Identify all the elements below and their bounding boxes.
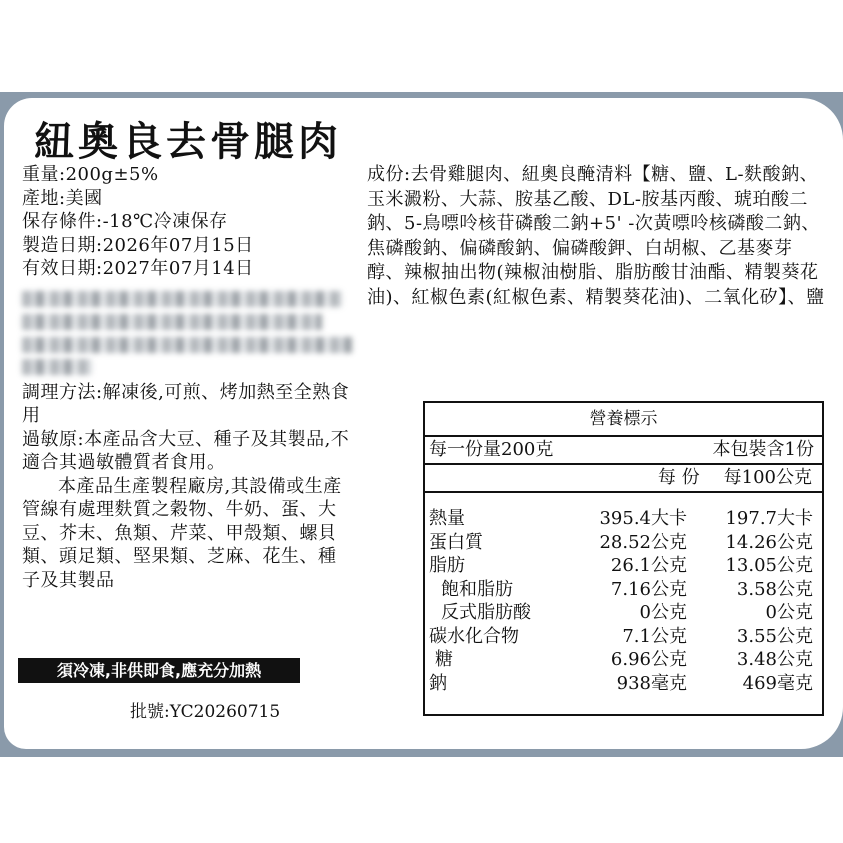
redacted-row — [22, 337, 352, 353]
origin-line: 產地:美國 — [22, 187, 103, 209]
factory-allergen-note: 本產品生產製程廠房,其設備或生產管線有處理麩質之穀物、牛奶、蛋、大豆、芥末、魚類、芹菜、甲殼類、螺貝類、頭足類、堅果類、芝麻、花生、種子及其製品 — [22, 475, 342, 591]
nutrient-per-100g: 14.26公克 — [725, 531, 813, 553]
nutrient-per-100g: 197.7大卡 — [725, 508, 813, 529]
nutrient-per-serving: 26.1公克 — [610, 555, 687, 576]
nutrient-row — [425, 507, 822, 531]
nutrient-label: 反式脂肪酸 — [441, 602, 531, 623]
product-title: 紐奧良去骨腿肉 — [34, 118, 342, 165]
weight-line: 重量:200g±5% — [22, 164, 159, 185]
nutrition-rows — [425, 493, 822, 695]
nutrient-label: 脂肪 — [429, 555, 465, 576]
redacted-row — [22, 359, 92, 375]
nutrient-per-100g: 13.05公克 — [725, 555, 813, 576]
nutrient-per-100g: 3.55公克 — [736, 625, 813, 647]
nutrient-per-100g: 0公克 — [765, 602, 813, 623]
product-info-column — [22, 163, 352, 592]
batch-number: 批號:YC20260715 — [130, 702, 281, 722]
nutrient-row — [425, 648, 822, 672]
nutrient-label: 飽和脂肪 — [441, 578, 513, 600]
storage-line: 保存條件:-18℃冷凍保存 — [22, 211, 228, 232]
column-header-row — [425, 465, 822, 493]
nutrient-per-serving: 6.96公克 — [610, 649, 687, 670]
redacted-row — [22, 291, 342, 307]
cooking-instructions: 調理方法:解凍後,可煎、烤加熱至全熟食用 — [22, 381, 350, 426]
nutrition-facts-table — [423, 401, 824, 716]
allergen-notice: 過敏原:本產品含大豆、種子及其製品,不適合其過敏體質者食用。 — [22, 428, 350, 473]
nutrient-per-serving: 395.4大卡 — [599, 508, 687, 529]
nutrient-row — [425, 531, 822, 555]
nutrient-per-100g: 3.58公克 — [736, 578, 813, 600]
redacted-text-block — [22, 287, 352, 375]
nutrient-label: 蛋白質 — [429, 531, 483, 553]
nutrient-row — [425, 554, 822, 578]
nutrient-row — [425, 601, 822, 625]
expiry-date-line: 有效日期:2027年07月14日 — [22, 258, 254, 279]
nutrition-header: 營養標示 — [425, 403, 822, 437]
nutrient-per-serving: 28.52公克 — [599, 531, 687, 553]
manufacture-date-line: 製造日期:2026年07月15日 — [22, 234, 254, 256]
nutrient-per-serving: 938毫克 — [616, 672, 687, 694]
nutrient-per-serving: 7.1公克 — [622, 625, 687, 647]
nutrient-label: 熱量 — [429, 508, 465, 529]
serving-size: 每一份量200克 — [429, 439, 554, 460]
nutrient-label: 糖 — [435, 649, 453, 670]
servings-per-package: 本包裝含1份 — [712, 439, 814, 460]
serving-row — [425, 437, 822, 465]
warning-banner: 須冷凍,非供即食,應充分加熱 — [18, 658, 300, 683]
ingredients-text: 成份:去骨雞腿肉、紐奧良醃清料【糖、鹽、L-麩酸鈉、玉米澱粉、大蒜、胺基乙酸、DL-胺基丙酸、琥珀酸二鈉、5-鳥嘌呤核苷磷酸二鈉+5' -次黃嘌呤核磷酸二鈉、焦磷酸鈉、偏磷酸鈉、偏磷酸鉀、白胡椒、乙基麥芽醇、辣椒抽出物(辣椒油樹脂、脂肪酸甘油酯、精製葵花油)、紅椒色素(紅椒色素、精製葵花油)、二氧化矽】、鹽 — [367, 164, 825, 308]
nutrient-label: 鈉 — [429, 672, 447, 694]
nutrient-per-100g: 3.48公克 — [736, 649, 813, 670]
col-per-serving: 每 份 — [657, 467, 700, 488]
nutrient-label: 碳水化合物 — [429, 625, 519, 647]
nutrient-row — [425, 625, 822, 649]
col-per-100g: 每100公克 — [723, 467, 812, 488]
nutrient-per-serving: 7.16公克 — [610, 578, 687, 600]
nutrient-row — [425, 672, 822, 696]
redacted-row — [22, 314, 322, 330]
nutrient-per-serving: 0公克 — [639, 602, 687, 623]
nutrient-row — [425, 578, 822, 602]
nutrient-per-100g: 469毫克 — [742, 672, 813, 694]
